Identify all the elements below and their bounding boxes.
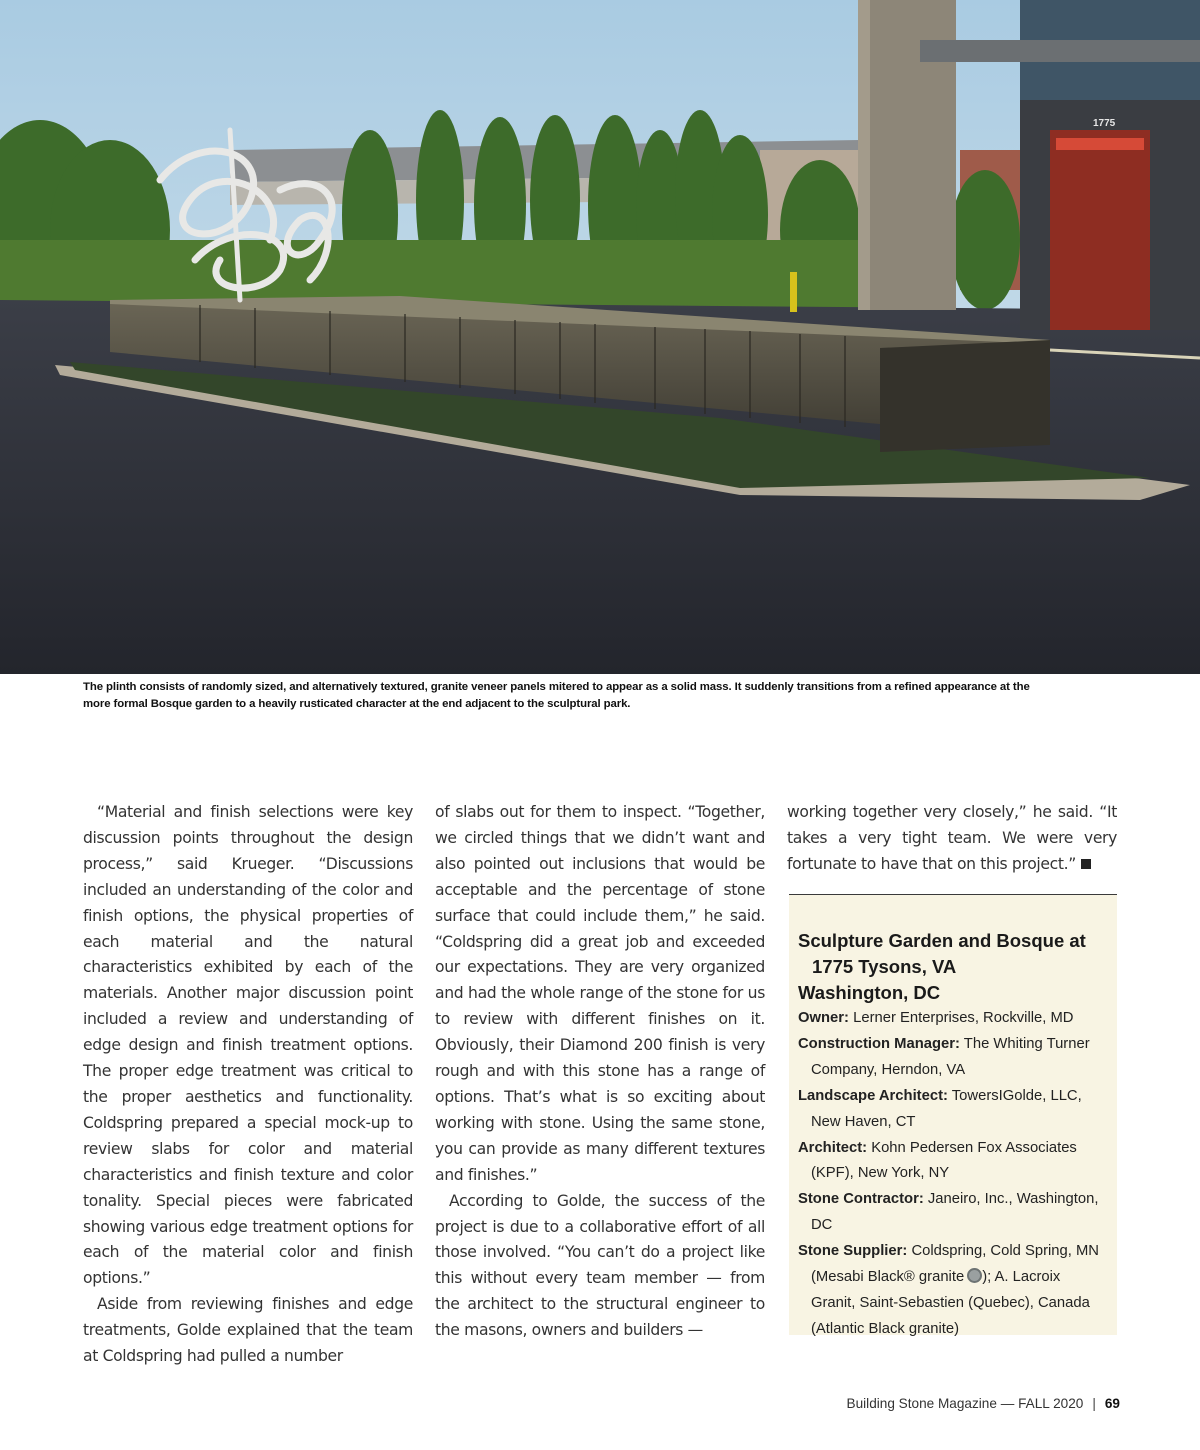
credit-value: ); A. Lacroix Granit, Saint-Sebastien (Quebec), Canada (Atlantic Black granite) [811,1269,1090,1337]
credit-value: Coldspring, Cold Spring, MN (Mesabi Black® granite [811,1243,1099,1286]
footer-separator: | [1092,1396,1096,1411]
credit-value: Lerner Enterprises, Rockville, MD [853,1010,1074,1026]
page-number: 69 [1104,1396,1120,1411]
tower-highlight [858,0,870,310]
article-paragraph: According to Golde, the success of the project is due to a collaborative effort of all those involved. “You can’t do a project like this without every team member — from the architect to the structural engineer to the masons, owners and builders — [435,1191,765,1340]
credit-value: Janeiro, Inc., Washington, DC [811,1191,1099,1234]
credit-label: Construction Manager: [798,1035,960,1052]
plinth-end [880,340,1050,452]
credits-list [798,1006,1107,1343]
credit-stone-supplier [798,1239,1107,1343]
article-paragraph: “Material and finish selections were key discussion points throughout the design process,” said Krueger. “Discussions included an understanding of the color and finish options, the physical properties of each material and the natural characteristics exhibited by each of the materials. Another major discussion point included a review and understanding of edge design and finish treatment options. The proper edge treatment was critical to the proper aesthetics and functionality. Coldspring prepared a special mock-up to review slabs for color and material characteristics and finish texture and color tonality. Special pieces were fabricated showing various edge treatment options for each of the material color and finish options.” [83,803,413,1288]
article-column-1 [83,800,413,1370]
page-footer [700,1396,1120,1411]
bollard [790,272,797,312]
credit-label: Architect: [798,1139,868,1156]
credit-value: Kohn Pedersen Fox Associates (KPF), New York, NY [811,1139,1077,1182]
caption-line-1: The plinth consists of randomly sized, and alternatively textured, granite veneer panels mitered to appear as a solid mass. It suddenly transitions from a refined appearance at the [83,681,1030,693]
credit-value: The Whiting Turner Company, Herndon, VA [811,1035,1090,1078]
red-entrance-door [1050,130,1150,330]
article-column-2 [435,800,765,1344]
end-of-article-icon [1081,859,1091,869]
credit-architect [798,1136,1107,1188]
issue-label: FALL 2020 [1018,1396,1084,1411]
credit-owner [798,1006,1107,1032]
credit-label: Owner: [798,1010,849,1026]
sidebar-title: Sculpture Garden and Bosque at 1775 Tysons, VA [798,930,1086,977]
caption-line-2: more formal Bosque garden to a heavily rusticated character at the end adjacent to the sculptural park. [83,698,631,710]
project-credits-sidebar [789,894,1117,1335]
article-column-3 [787,800,1117,878]
building-number: 1775 [1093,118,1116,129]
credit-label: Stone Contractor: [798,1191,924,1208]
sidebar-subtitle: Washington, DC [798,982,941,1003]
photo-caption [83,679,1123,713]
credit-landscape-architect [798,1084,1107,1136]
credit-value: TowersIGolde, LLC, New Haven, CT [811,1087,1082,1130]
door-light [1056,138,1144,150]
plinth-photo-illustration [0,0,1200,674]
entrance-canopy [920,40,1200,62]
hero-photo [0,0,1200,674]
credit-stone-contractor [798,1187,1107,1239]
article-paragraph [787,800,1117,878]
credit-label: Landscape Architect: [798,1087,948,1104]
article-paragraph: Aside from reviewing finishes and edge treatments, Golde explained that the team at Coldspring had pulled a number [83,1295,413,1366]
granite-seal-icon [967,1268,982,1283]
magazine-name: Building Stone Magazine — [846,1396,1015,1411]
credit-construction-manager [798,1032,1107,1084]
article-closing-text: working together very closely,” he said. “It takes a very tight team. We were very fortunate to have that on this project.” [787,803,1117,873]
article-paragraph: of slabs out for them to inspect. “Together, we circled things that we didn’t want and also pointed out inclusions that would be acceptable and the percentage of stone surface that could include them,” he said. “Coldspring did a great job and exceeded our expectations. They are very organized and had the whole range of the stone for us to review with different finishes on it. Obviously, their Diamond 200 finish is very rough and with this stone has a range of options. That’s what is so exciting about working with stone. Using the same stone, you can provide as many different textures and finishes.” [435,803,765,1184]
credit-label: Stone Supplier: [798,1243,908,1260]
